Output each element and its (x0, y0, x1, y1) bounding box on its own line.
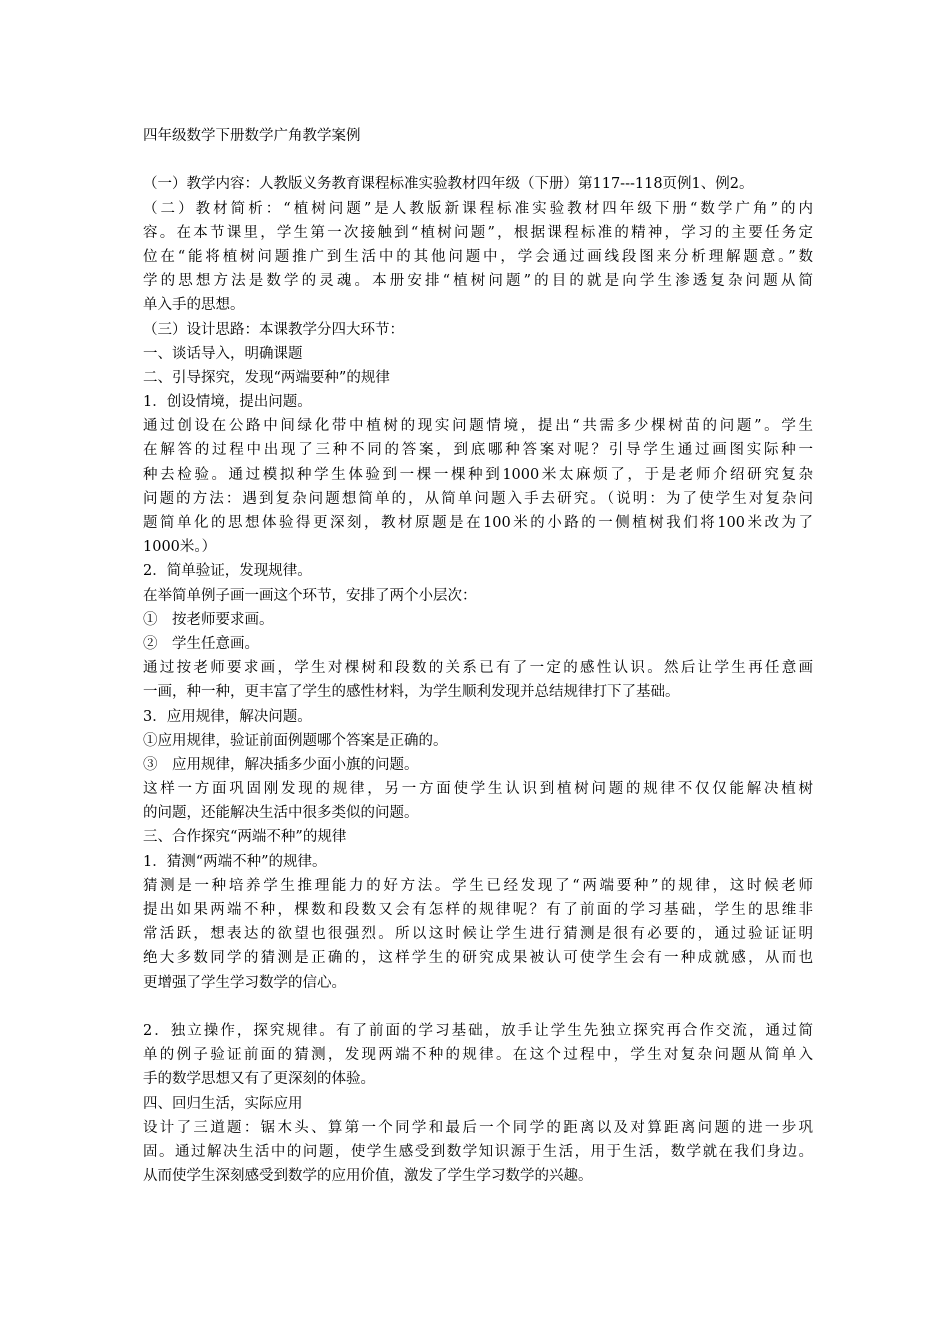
section-heading: （三）设计思路：本课教学分四大环节： (143, 321, 404, 338)
list-item: ①应用规律，验证前面例题哪个答案是正确的。 (143, 732, 448, 749)
paragraph-line: 一画，种一种，更丰富了学生的感性材料，为学生顺利发现并总结规律打下了基础。 (143, 684, 680, 701)
paragraph-line: 更增强了学生学习数学的信心。 (143, 974, 346, 991)
paragraph-line: 单入手的思想。 (143, 297, 245, 314)
paragraph-line: 1000米。） (143, 539, 217, 556)
paragraph-line: 手的数学思想又有了更深刻的体验。 (143, 1071, 375, 1088)
subsection-heading: 1．猜测“两端不种”的规律。 (143, 853, 327, 870)
paragraph-line: 通过创设在公路中间绿化带中植树的现实问题情境，提出“共需多少棵树苗的问题”。学生 (143, 418, 813, 435)
paragraph-line: （一）教学内容：人教版义务教育课程标准实验教材四年级（下册）第117---118页例1、例2。 (143, 176, 754, 193)
paragraph-line: 在解答的过程中出现了三种不同的答案，到底哪种答案对呢？引导学生通过画图实际种一 (143, 442, 813, 459)
paragraph-line: 学的思想方法是数学的灵魂。本册安排“植树问题”的目的就是向学生渗透复杂问题从简 (143, 273, 813, 290)
paragraph-line: 容。在本节课里，学生第一次接触到“植树问题”，根据课程标准的精神，学习的主要任务定 (143, 224, 813, 241)
paragraph-line: 提出如果两端不种，棵数和段数又会有怎样的规律呢？有了前面的学习基础，学生的思维非 (143, 902, 813, 918)
paragraph-line: 常活跃，想表达的欲望也很强烈。所以这时候让学生进行猜测是很有必要的，通过验证证明 (143, 926, 813, 943)
section-heading: 一、谈话导入，明确课题 (143, 345, 303, 362)
blank-line (143, 148, 813, 172)
paragraph-line: 通过按老师要求画，学生对棵树和段数的关系已有了一定的感性认识。然后让学生再任意画 (143, 660, 813, 677)
subsection-heading: 1．创设情境，提出问题。 (143, 394, 312, 411)
paragraph-line: 设计了三道题：锯木头、算第一个同学和最后一个同学的距离以及对算距离问题的进一步巩 (143, 1119, 813, 1136)
paragraph-line: 固。通过解决生活中的问题，使学生感受到数学知识源于生活，用于生活，数学就在我们身边。 (143, 1143, 813, 1160)
section-heading: 三、合作探究“两端不种”的规律 (143, 829, 347, 846)
blank-line (143, 995, 813, 1019)
paragraph-line: 题简单化的思想体验得更深刻，教材原题是在100米的小路的一侧植树我们将100米改为了 (143, 515, 813, 531)
paragraph-line: 的问题，还能解决生活中很多类似的问题。 (143, 805, 419, 822)
paragraph-line: 种去检验。通过模拟种学生体验到一棵一棵种到1000米太麻烦了，于是老师介绍研究复杂 (143, 466, 813, 483)
list-item: ① 按老师要求画。 (143, 611, 274, 628)
paragraph-line: （二）教材简析：“植树问题”是人教版新课程标准实验教材四年级下册“数学广角”的内 (143, 200, 813, 217)
paragraph-line: 这样一方面巩固刚发现的规律，另一方面使学生认识到植树问题的规律不仅仅能解决植树 (143, 781, 813, 798)
paragraph-line: 位在“能将植树问题推广到生活中的其他问题中，学会通过画线段图来分析理解题意。”数 (143, 248, 813, 265)
subsection-heading: 3．应用规律，解决问题。 (143, 708, 312, 725)
document-page (143, 124, 813, 1188)
paragraph-line: 2．独立操作，探究规律。有了前面的学习基础，放手让学生先独立探究再合作交流，通过简 (143, 1022, 813, 1039)
paragraph-line: 单的例子验证前面的猜测，发现两端不种的规律。在这个过程中，学生对复杂问题从简单入 (143, 1047, 813, 1064)
document-title: 四年级数学下册数学广角教学案例 (143, 128, 361, 144)
list-item: ② 学生任意画。 (143, 635, 259, 652)
subsection-heading: 2．简单验证，发现规律。 (143, 563, 312, 580)
list-item: ③ 应用规律，解决插多少面小旗的问题。 (143, 756, 419, 773)
paragraph-line: 猜测是一种培养学生推理能力的好方法。学生已经发现了“两端要种”的规律，这时候老师 (143, 877, 813, 894)
paragraph-line: 问题的方法：遇到复杂问题想简单的，从简单问题入手去研究。（说明：为了使学生对复杂问 (143, 490, 813, 507)
paragraph-line: 在举简单例子画一画这个环节，安排了两个小层次： (143, 587, 477, 604)
paragraph-line: 从而使学生深刻感受到数学的应用价值，激发了学生学习数学的兴趣。 (143, 1168, 593, 1185)
paragraph-line: 绝大多数同学的猜测是正确的，这样学生的研究成果被认可使学生会有一种成就感，从而也 (143, 950, 813, 967)
section-heading: 四、回归生活，实际应用 (143, 1095, 303, 1112)
section-heading: 二、引导探究，发现“两端要种”的规律 (143, 369, 390, 386)
